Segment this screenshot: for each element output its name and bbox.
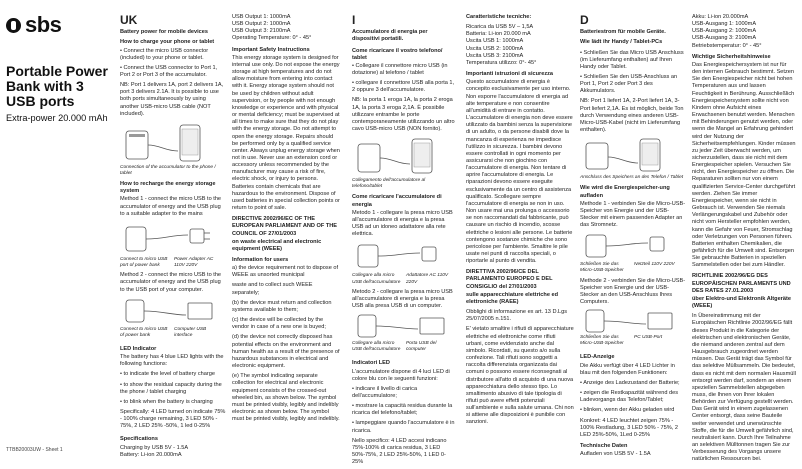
it-heading-charge: Come ricaricare il vostro telefono/ tablet (352, 47, 443, 61)
de-led5: Konkret: 4 LED leuchtet zeigen 75% - 100% Restladung, 3 LED 50% - 75%, 2 LED 25%-50%, 1Led 0-25% (580, 417, 678, 438)
it-spec-2: Batteria: Li-ion 20.000 mA (466, 31, 531, 38)
it-weee-p2: E' vietato smaltire i rifiuti di apparecchiature elettriche ed elettroniche come rifiuti urbani, come evidenziato anche dal simbolo. Ricordati, su questo a/o sulla confezione. Tali rifiuti sono soggetti a raccolta differenziata organizzata dai comuni o possono essere riconsegnati al distributore all'atto di acquisto di una nuova apparecchiatura dello stesso tipo. Lo smaltimento abusivo di tale tipologia di rifiuti può avere effetti potenziali sull'ambiente e sulla salute umana. Chi non si attiene alle disposizioni è punibile con sanzioni. (466, 326, 574, 426)
it-caption-m2b: Porta USB del computer (406, 341, 437, 353)
de-spec-battery: Akku: Li-ion 20.000mA (692, 14, 749, 20)
it-figure-m2 (352, 313, 456, 339)
it-title: I (352, 13, 356, 27)
de-led1: Die Akku verfügt über 4 LED Lichter in blau mit den folgenden Funktionen: (580, 362, 675, 376)
adapter-illustration (580, 232, 680, 260)
it-column-a (352, 14, 456, 469)
it-nb: NB: la porta 1 eroga 1A, la porta 2 eroga 1A, la porta 3 eroga 2,1A. È possibile utilizzare entrambe le porte contemporaneamente utilizzando un altro cavo USB-micro USB (NON fornito). (352, 97, 455, 133)
de-heading-weee: RICHTLINIE 2002/96/EG DES EUROPÄISCHEN PARLAMENTS UND DES RATES 27.01.2003 (692, 273, 791, 294)
de-caption-m2a: Schließen Sie das Micro-USB-Speicher (580, 335, 624, 347)
uk-lead: Battery power for mobile devices (120, 29, 208, 36)
powerbank-phone-illustration (120, 121, 220, 163)
de-heading-recharge: Wie wird die Energiespeicher-ung aufladen (580, 185, 670, 199)
uk-spec-charging: Charging by USB 5V - 1.5A (120, 444, 189, 451)
de-caption-m1b: Netzteil 110V 220V (634, 262, 675, 268)
sheet-footer: TTBB20003UW - Sheet 1 (6, 447, 63, 453)
uk-led-p5: Specifically: 4 LED turned on indicate 75% - 100% charge remaining, 3 LED 50% - 75%, 2 LED 25% -50%, 1 led 0-25% (120, 409, 226, 430)
de-led2: • Anzeige des Ladezustand der Batterie; (580, 379, 680, 386)
uk-title: UK (120, 13, 138, 27)
de-m2: Methode 2 - verbinden Sie die Micro-USB-Speicher von Energie und der USB-Stecker an den USB-Anschluss Ihres Computers. (580, 277, 686, 305)
computer-illustration (120, 297, 220, 325)
uk-method2: Method 2 - connect the micro USB to the accumulator of energy and the USB plug to the USB port of your computer. (120, 272, 222, 293)
brand-column (6, 12, 112, 123)
uk-figure-method2 (120, 297, 226, 325)
uk-charge-p2: • Connect the USB connector to Port 1, Port 2 or Port 3 of the accumulator. (120, 64, 218, 78)
uk-heading-safety: Important Safety Instructions (232, 46, 310, 53)
it-caption-m2a: Collegare alla micro USB dell'accumulatore (352, 341, 401, 353)
it-heading-spec: Caratteristiche tecniche: (466, 14, 532, 20)
uk-weee-d: (d) the device not correctly disposed has potential effects on the environment and human health as a result of the presence of hazardous substances in electrical and electronic equipment. (232, 334, 340, 370)
uk-weee-b: (b) the device must return and collection systems available to them; (232, 299, 332, 313)
de-spec-out2: USB-Ausgang 2: 1000mA (692, 28, 757, 35)
uk-heading-recharge: How to recharge the energy storage system (120, 181, 216, 195)
uk-figure-connect (120, 121, 226, 163)
de-heading-led: LED-Anzeige (580, 354, 615, 361)
it-lead: Accumulatore di energia per dispositivi portatili. (352, 29, 428, 43)
powerbank-phone-illustration (352, 136, 452, 176)
it-led4: • lampeggiare quando l'accumulatore è in ricarica. (352, 420, 455, 434)
adapter-illustration (352, 241, 452, 271)
de-column-b (692, 14, 796, 467)
logo-text: sbs (25, 12, 62, 37)
de-spec-out1: USB-Ausgang 1: 1000mA (692, 21, 757, 28)
it-caption-m1b: Adattatore AC 110V 220V (406, 273, 449, 285)
computer-illustration (580, 309, 680, 333)
it-safety: Questo accumulatore di energia è concepito esclusivamente per uso interno. Non esporre l'accumulatore di energia ad alte temperature e non consentire all'umidità di entrare in contatto. L'accumulatore di energia non deve essere utilizzato da bambini senza la supervisione di un adulto, o da persone disabili dove la mancanza di esperienza ne impedisce l'utilizzo in sicurezza. I bambini devono essere controllati in ogni momento per assicurarsi che non giochino con l'accumulatore di energia. Non tentare di aprire l'accumulatore di energia. Le riparazioni devono essere eseguite esclusivamente da un centro di assistenza qualificato. Scollegare sempre l'accumulatore di energia se non in uso. Non usare mai una prolunga o accessorio se non raccomandati dal fabbricante, può causare un rischio di incendio, scosse elettriche o lesioni alle persone. Le batterie contengono sostanze chimiche che sono pericolose per l'ambiente. Smaltire le pile usate nei punti di raccolta speciali, o riportarle al punto di vendita. (466, 79, 573, 265)
product-title: Portable Power Bank with 3 USB ports (6, 63, 108, 109)
it-m1: Metodo 1 - collegare la presa micro USB all'accumulatore di energia e la presa USB ad un idoneo adattatore alla rete elettrica. (352, 209, 453, 238)
de-heading-safety: Wichtige Sicherheitshinweise (692, 53, 771, 60)
uk-heading-info: Information for users (232, 257, 289, 263)
it-figure-m1 (352, 241, 456, 271)
de-figure-m2 (580, 309, 686, 333)
it-m2: Metodo 2 - collegare la presa micro USB all'accumulatore di energia e la presa USB alla presa USB di un computer. (352, 288, 453, 309)
de-p2: • Schließen Sie den USB-Anschluss an Port 1, Port 2 oder Port 3 des Akkumulators. (580, 73, 678, 95)
sbs-logo (6, 12, 112, 38)
uk-caption-m1a: Connect to micro USB port of power bank (120, 256, 168, 269)
it-p2: • collegare il connettore USB alla porta 1, 2 oppure 3 dell'accumulatore. (352, 80, 455, 94)
uk-spec-out1: USB Output 1: 1000mA (232, 14, 291, 20)
uk-led-p4: • to blink when the battery is charging (120, 398, 213, 405)
it-weee-p1: Obblighi di informazione ex art. 13 D.Lgs 25/07/2005 n.151. (466, 309, 568, 323)
it-led5: Nello specifico: 4 LED accesi indicano 75%-100% di carica residua, 3 LED 50%-75%, 2 LED 25%-50%, 1 LED 0-25% (352, 437, 447, 466)
it-weee-sub: sulle apparecchiature elettriche ed elettroniche (RAEE) (466, 291, 559, 305)
de-m1: Methode 1 - verbinden Sie die Micro-USB-Speicher von Energie und der USB-Stecker mit einem passenden Adapter an das Stromnetz. (580, 200, 686, 229)
uk-weee-c: (c) the device will be collected by the vendor in case of a new one is buyed; (232, 317, 326, 331)
uk-spec-battery: Battery: Li-ion 20.000mA (120, 451, 182, 458)
uk-caption-m2b: Computer USB interface (174, 326, 207, 338)
de-nb: NB: Port 1 liefert 1A, 2-Port liefert 1A, 3-Port liefert 2,1A. Es ist möglich, beide Ton durch Verwendung eines anderen USB-Micro-USB-Kabel (nicht im Lieferumfang enthalten). (580, 98, 684, 134)
uk-heading-spec: Specifications (120, 436, 158, 443)
uk-method1: Method 1 - connect the micro USB to the accumulator of energy and the USB plug to a suitable adapter to the mains (120, 196, 222, 217)
product-subtitle: Extra-power 20.000 mAh (6, 112, 108, 123)
it-figure-connect (352, 136, 456, 176)
de-spec-out3: USB-Ausgang 3: 2100mA (692, 35, 757, 42)
uk-charge-nb: NB: Port 1 delivers 1A, port 2 delivers 1A, port 3 delivers 2.1A. It is possible to use both ports simultaneously by using another USB-micro USB cable (NOT included). (120, 82, 224, 117)
uk-charge-p1: • Connect the micro USB connector (included) to your phone or tablet. (120, 47, 209, 61)
uk-column-b (232, 14, 340, 426)
it-spec-5: Uscita USB 3: 2100mA (466, 52, 524, 59)
computer-illustration (352, 313, 452, 339)
it-heading-weee: DIRETTIVA 2002/96/CE DEL PARLAMENTO EUROPEO E DEL CONSIGLIO del 27/01/2003 (466, 269, 553, 290)
it-p1: • Collegare il connettore micro USB (in dotazione) al telefono / tablet (352, 62, 448, 76)
powerbank-phone-illustration (580, 137, 680, 173)
uk-column-a (120, 14, 226, 459)
de-caption-m2b: PC USB-Port (634, 335, 663, 341)
uk-heading-led: LED Indicator (120, 345, 157, 352)
it-caption-m1a: Collegare alla micro USB dell'accumulatore (352, 273, 401, 285)
uk-led-p1: The battery has 4 blue LED lights with the following functions: (120, 354, 224, 368)
de-p1: • Schließen Sie das Micro USB Anschluss (im Lieferumfang enthalten) auf Ihren Handy oder Tablet. (580, 49, 684, 70)
de-title: D (580, 13, 589, 27)
it-heading-safety: Importanti istruzioni di sicurezza (466, 71, 554, 78)
it-spec-6: Temperatura utilizzo: 0°- 45° (466, 59, 537, 66)
de-heading-charge: Wie lädt ihr Handy / Tablet-PCs (580, 39, 663, 46)
it-spec-1: Ricarica da USB 5V – 1,5A (466, 24, 534, 31)
it-spec-4: Uscita USB 2: 1000mA (466, 45, 524, 52)
de-spec-temp: Betriebstemperatur: 0° - 45° (692, 42, 762, 49)
de-caption-connect: Anschluss des Speichers an des Telefon / Tablet (580, 175, 684, 181)
uk-caption-connect: Connection of the accumulator to the phone / tablet (120, 164, 216, 177)
de-figure-m1 (580, 232, 686, 260)
it-led2: • indicare il livello di carica dell'accumulatore; (352, 385, 418, 399)
de-column-a (580, 14, 686, 458)
it-column-b (466, 14, 574, 430)
logo-mark-icon (6, 18, 21, 33)
uk-spec-out2: USB Output 2: 1000mA (232, 21, 291, 28)
it-caption-connect: Collegamento dell'accumulatore al telefono/tablet (352, 178, 426, 190)
de-heading-spec: Technische Daten (580, 442, 628, 449)
de-figure-connect (580, 137, 686, 173)
uk-caption-m2a: Connect to micro USB of power bank (120, 326, 168, 338)
uk-led-p3: • to show the residual capacity during the the phone / tablet charging (120, 381, 222, 395)
uk-caption-m1b: Power Adapter AC 110V 220V (174, 256, 214, 269)
it-spec-3: Uscita USB 1: 1000mA (466, 38, 524, 45)
de-weee-sub: über Elektro-und Elektronik Altgeräte (WEEE) (692, 295, 791, 310)
uk-led-p2: • to indicate the level of battery charge (120, 371, 215, 378)
uk-weee-a2: waste and to collect such WEEE separately; (232, 282, 313, 296)
uk-weee-sub: on waste electrical and electronic equipment (WEEE) (232, 238, 322, 252)
de-lead: Batteriestrom für mobile Geräte. (580, 29, 666, 36)
uk-spec-out3: USB Output 3: 2100mA (232, 28, 291, 35)
it-led1: L'accumulatore dispone di 4 luci LED di colore blu con le seguenti funzioni: (352, 368, 450, 382)
uk-weee-e: (e) The symbol indicating separate collection for electrical and electronic equipment consists of the crossed-out wheeled bin, as shown below. The symbol must be printed visibly, legibly and indelibly electronic as shown below. The symbol must be printed visibly, legibly and indelibly. (232, 373, 340, 423)
adapter-illustration (120, 221, 220, 255)
uk-weee-a: a) the device requirement not to dispose of WEEE as unsorted municipal (232, 265, 339, 279)
it-heading-recharge: Come ricaricare l'accumulatore di energia (352, 194, 442, 208)
uk-figure-method1 (120, 221, 226, 255)
de-weee: In Übereinstimmung mit der Europäischen Richtlinie 2002/96/EG fällt dieses Produkt in die Kategorie der elektrischen und elektronischen Geräte, die niemand anderen zentral auf dem Hausgebrauch zugeordnet werden müssen. Das Gerät trägt das Symbol für das selektive Müllsammeln. Die bedeutet, dass es nicht mit dem normalen Hausmüll entsorgt werden darf, sondern an einem speziellen Sammelstellen abgegeben muss, die Ihnen von Ihrer lokalen Behörden zur Verfügung gestellt werden. Das Gerät wird in einem zugelassenen Center entsorgt, dass seine Bauteile weiter verwendet und unerwünschte Stoffe, die für die Umwelt gefährlich sind, neutralisiert kann. Durch Ihre Teilnahme an selektiven Mülltonnen tragen Sie zur Verbesserung des Vorgangs unsere natürlichen Ressourcen bei. (692, 313, 796, 463)
uk-heading-charge: How to charge your phone or tablet (120, 39, 215, 46)
uk-safety: This energy storage system is designed for internal use only. Do not expose the energy storage at high temperatures and do not allow moisture from entering into contact with it. Energy storage system should not be used by children without adult supervision, or by people with not enough knowledge or experience and with physical or mental deficiency; must be supervised at all times to make sure that they do not play with the energy storage. Do not attempt to open the energy storage. Repairs should be performed only by a qualified service center. Always unplug energy storage when not in use. Never use an extension cord or accessory unless recommended by the manufacturer may cause a risk of fire, electric shock, or injury to persons. Batteries contain chemicals that are hazardous to the environment. Dispose of used batteries in special collection points or return to point of sale. (232, 54, 340, 212)
it-led3: • mostrare la capacità residua durante la ricarica del telefono/tablet; (352, 403, 453, 417)
it-heading-led: Indicatori LED (352, 360, 390, 367)
uk-heading-weee: DIRECTIVE 2002/96/EC OF THE EUROPEAN PARLIAMENT AND OF THE COUNCIL OF 27/01/2003 (232, 216, 338, 237)
de-led4: • blinken, wenn der Akku geladen wird (580, 407, 675, 414)
de-safety: Das Energiespeichersystem ist nur für den internen Gebrauch bestimmt. Setzen Sie den Energiespeicher nicht bei hohen Temperaturen aus und lassen Feuchtigkeit in Berührung. Ausschließlich Energiespeichersystem sollte nicht von Kindern ohne Aufsicht eines Erwachsenen benutzt werden. Menschen mit Behinderungen genutzt werden, oder wenn die Mangel an Erfahrung gehindert wird der Nutzung der Sicherheitsempfehlungen. Kinder müssen zu jeder Zeit überwacht werden, um sicherzustellen, dass sie nicht mit dem Energiespeicher spielen. Versuchen Sie nicht, den Energiespeicher zu öffnen. Die Reparaturen sollten nur von einem qualifizierten Service-Center durchgeführt werden. Ziehen Sie immer Energiespeicher, wenn sie nicht in Gebrauch ist. Verwenden Sie niemals Verlängerungskabel und Zubehör oder nicht vom Hersteller empfohlen werden, kann die Gefahr von Feuer, Stromschlag oder Verletzungen von Personen führen. Batterien enthalten Chemikalien, die gefährlich für die Umwelt sind. Entsorgen Sie gebrauchte Batterien in speziellen Sammelstellen oder bei zum Händler. (692, 61, 796, 269)
uk-spec-temp: Operating Temperature: 0° - 45° (232, 35, 312, 42)
de-led3: • zeigen die Restkapazität während des Ladevorgangs das Telefon/Tablet; (580, 390, 679, 404)
de-caption-m1a: Schließen Sie das Micro-USB-Speicher (580, 262, 624, 274)
de-spec-1: Aufladen von USB 5V - 1.5A (580, 451, 651, 458)
